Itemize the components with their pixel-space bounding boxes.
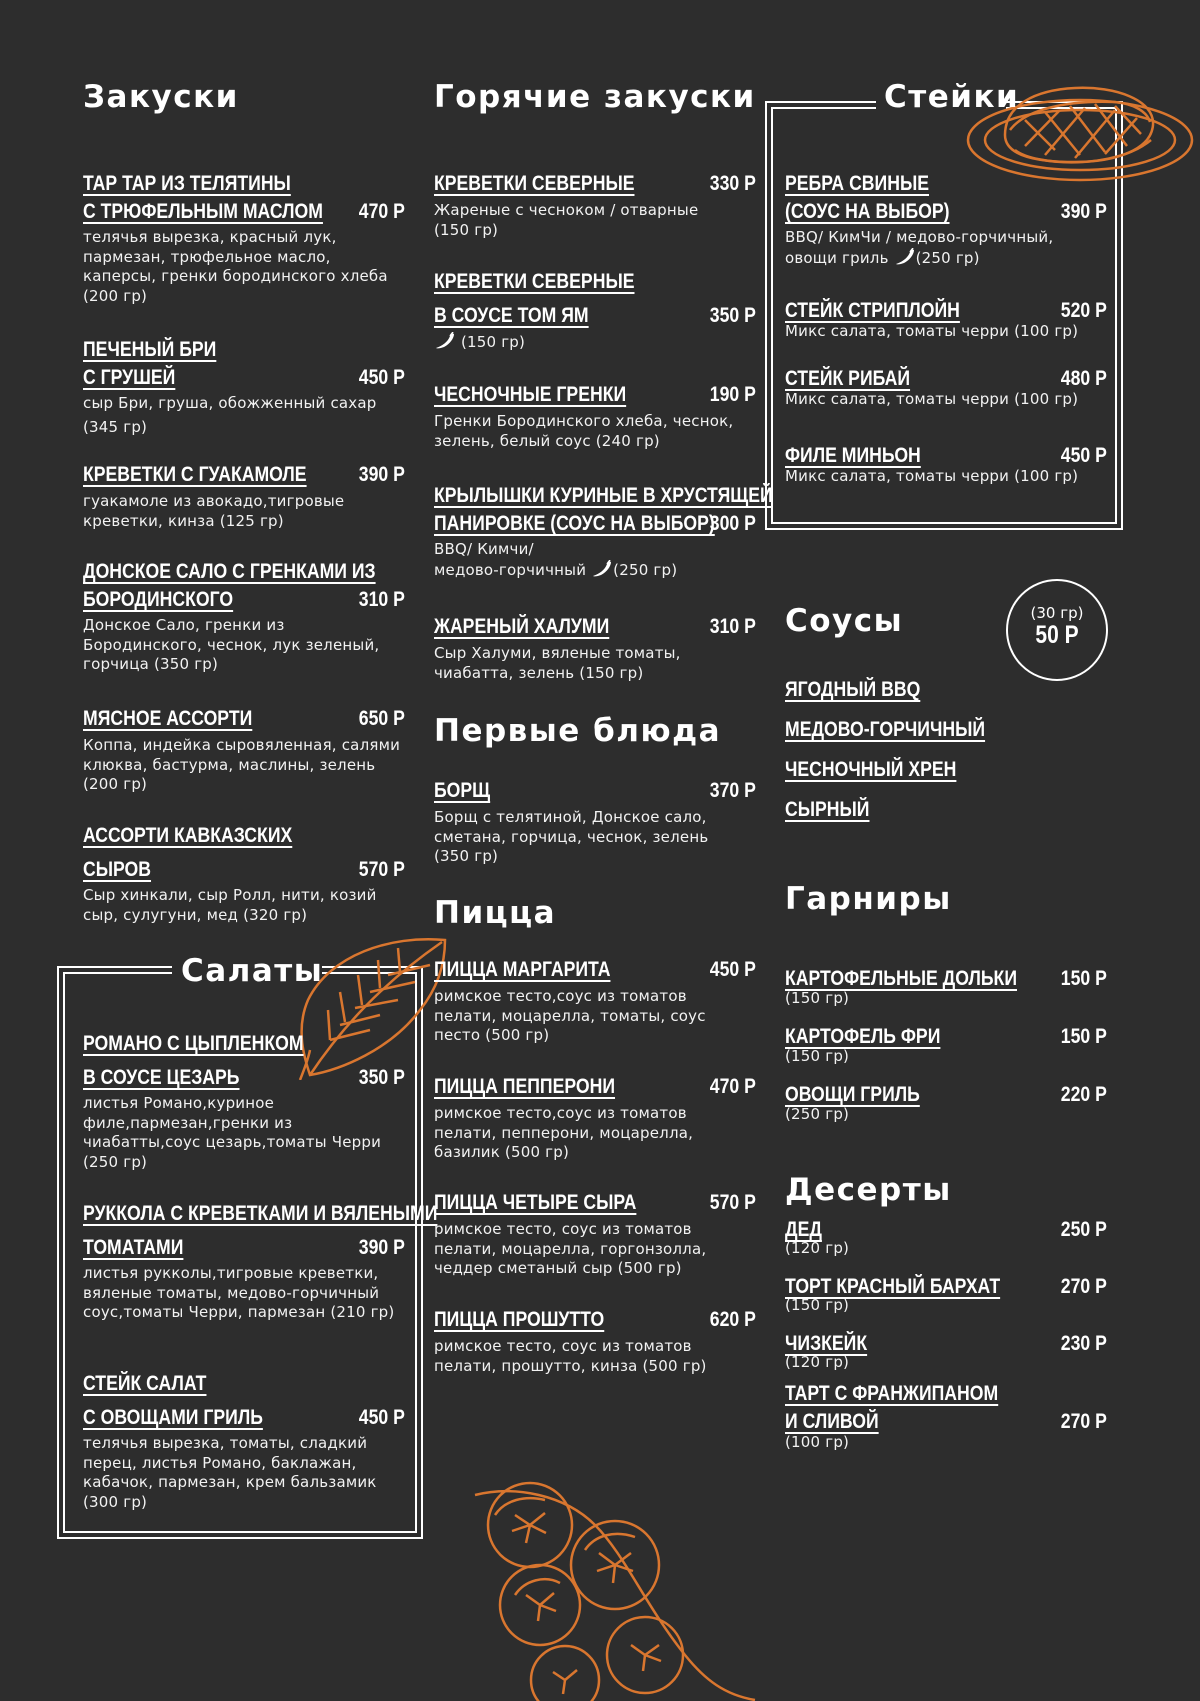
menu-item: АССОРТИ КАВКАЗСКИХ СЫРОВ 570 Р Сыр хинкали, сыр Ролл, нити, козий сыр, сулугуни, мед (320 гр) (83, 824, 405, 924)
menu-item: ЧИЗКЕЙК 230 Р (120 гр) (785, 1332, 1107, 1371)
sauce-item: ЯГОДНЫЙ BBQ (785, 678, 921, 701)
menu-item: МЯСНОЕ АССОРТИ 650 Р Коппа, индейка сыровяленная, салями клюква, бастурма, маслины, зелень (200 гр) (83, 707, 405, 793)
menu-item: ТОРТ КРАСНЫЙ БАРХАТ 270 Р (150 гр) (785, 1275, 1107, 1314)
menu-item: ЖАРЕНЫЙ ХАЛУМИ 310 Р Сыр Халуми, вяленые томаты, чиабатта, зелень (150 гр) (434, 615, 756, 682)
menu-item: СТЕЙК РИБАЙ 480 Р Микс салата, томаты черри (100 гр) (785, 367, 1107, 408)
menu-item: КАРТОФЕЛЬ ФРИ 150 Р (150 гр) (785, 1025, 1107, 1065)
chili-pepper-icon (894, 248, 916, 266)
sauce-price-badge: (30 гр) 50 Р (1006, 579, 1108, 681)
sauce-item: МЕДОВО-ГОРЧИЧНЫЙ (785, 718, 986, 741)
section-title-sauces: Соусы (785, 603, 904, 639)
menu-item: РЕБРА СВИНЫЕ (СОУС НА ВЫБОР) 390 Р BBQ/ КимЧи / медово-горчичный, овощи гриль (250 гр) (785, 172, 1107, 267)
menu-item: КРЫЛЫШКИ КУРИНЫЕ В ХРУСТЯЩЕЙ ПАНИРОВКЕ (СОУС НА ВЫБОР) 300 Р BBQ/ Кимчи/ медово-горчичный (250 гр) (434, 484, 773, 579)
menu-item: ПЕЧЕНЫЙ БРИ С ГРУШЕЙ 450 Р сыр Бри, груша, обожженный сахар (345 гр) (83, 338, 405, 436)
section-title-hot: Горячие закуски (434, 79, 756, 115)
menu-item: ЧЕСНОЧНЫЕ ГРЕНКИ 190 Р Гренки Бородинского хлеба, чеснок, зелень, белый соус (240 гр) (434, 383, 756, 450)
menu-item: КРЕВЕТКИ С ГУАКАМОЛЕ 390 Р гуакамоле из авокадо,тигровые креветки, кинза (125 гр) (83, 463, 405, 530)
cherry-tomatoes-illustration (455, 1455, 775, 1701)
section-title-garnish: Гарниры (785, 881, 952, 917)
menu-item: РОМАНО С ЦЫПЛЕНКОМ В СОУСЕ ЦЕЗАРЬ 350 Р листья Романо,куриное филе,пармезан,гренки из чиабатты,соус цезарь,томаты Черри (250 гр) (83, 1032, 405, 1171)
menu-item: БОРЩ 370 Р Борщ с телятиной, Донское сало, сметана, горчица, чеснок, зелень (350 гр) (434, 779, 756, 865)
section-title-steaks: Стейки (884, 79, 1020, 115)
menu-item: СТЕЙК СТРИПЛОЙН 520 Р Микс салата, томаты черри (100 гр) (785, 299, 1107, 340)
section-title-pizza: Пицца (434, 895, 557, 931)
menu-item: ТАРТ С ФРАНЖИПАНОМ И СЛИВОЙ 270 Р (100 гр) (785, 1382, 1107, 1451)
menu-item: КРЕВЕТКИ СЕВЕРНЫЕ 330 Р Жареные с чесноком / отварные (150 гр) (434, 172, 756, 239)
section-title-salads: Салаты (181, 953, 324, 989)
menu-item: ДОНСКОЕ САЛО С ГРЕНКАМИ ИЗ БОРОДИНСКОГО 310 Р Донское Сало, гренки из Бородинского, чеснок, лук зеленый, горчица (350 гр) (83, 560, 405, 673)
menu-item: ПИЦЦА ПРОШУТТО 620 Р римское тесто, соус из томатов пелати, прошутто, кинза (500 гр) (434, 1308, 756, 1375)
chili-pepper-icon (434, 332, 456, 350)
chili-pepper-icon (591, 560, 613, 578)
menu-item: ПИЦЦА ПЕППЕРОНИ 470 Р римское тесто,соус из томатов пелати, пепперони, моцарелла, базилик (500 гр) (434, 1075, 756, 1161)
menu-item: ПИЦЦА ЧЕТЫРЕ СЫРА 570 Р римское тесто, соус из томатов пелати, моцарелла, горгонзолла, чеддер сметаный сыр (500 гр) (434, 1191, 756, 1277)
menu-item: ТАР ТАР ИЗ ТЕЛЯТИНЫ С ТРЮФЕЛЬНЫМ МАСЛОМ 470 Р телячья вырезка, красный лук, пармезан, трюфельное масло, каперсы, гренки бородинского хлеба (200 гр) (83, 172, 405, 305)
sauce-item: СЫРНЫЙ (785, 798, 870, 821)
menu-item: ОВОЩИ ГРИЛЬ 220 Р (250 гр) (785, 1083, 1107, 1123)
menu-item: КАРТОФЕЛЬНЫЕ ДОЛЬКИ 150 Р (150 гр) (785, 967, 1107, 1007)
menu-item: ФИЛЕ МИНЬОН 450 Р Микс салата, томаты черри (100 гр) (785, 444, 1107, 485)
section-title-zakuski: Закуски (83, 79, 239, 115)
sauce-item: ЧЕСНОЧНЫЙ ХРЕН (785, 758, 957, 781)
section-title-first: Первые блюда (434, 713, 722, 749)
menu-item: ДЕД 250 Р (120 гр) (785, 1218, 1107, 1257)
menu-item: РУККОЛА С КРЕВЕТКАМИ И ВЯЛЕНЫМИ ТОМАТАМИ 390 Р листья рукколы,тигровые креветки, вяленые томаты, медово-горчичный соус,томаты Черри, пармезан (210 гр) (83, 1202, 438, 1321)
section-title-desserts: Десерты (785, 1172, 952, 1208)
menu-item: КРЕВЕТКИ СЕВЕРНЫЕ В СОУСЕ ТОМ ЯМ 350 Р (150 гр) (434, 270, 756, 351)
menu-item: ПИЦЦА МАРГАРИТА 450 Р римское тесто,соус из томатов пелати, моцарелла, томаты, соус песто (500 гр) (434, 958, 756, 1044)
menu-item: СТЕЙК САЛАТ С ОВОЩАМИ ГРИЛЬ 450 Р телячья вырезка, томаты, сладкий перец, листья Романо, баклажан, кабачок, пармезан, крем бальзамик (300 гр) (83, 1372, 405, 1511)
